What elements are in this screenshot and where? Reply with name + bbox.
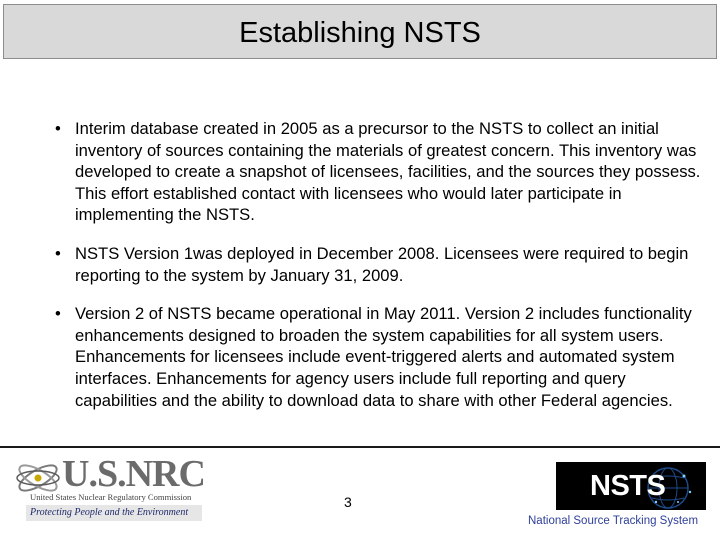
nsts-wordmark: NSTS	[590, 470, 666, 502]
footer-divider	[0, 446, 720, 448]
bullet-text: Interim database created in 2005 as a precursor to the NSTS to collect an initial inventory of sources containing the materials of greatest concern. This inventory was developed to create a snapshot of licensees, facilities, and the sources they possess. This effort established contact with licensees who would later participate in implementing the NSTS.	[75, 119, 701, 225]
bullet-item	[55, 118, 705, 226]
title-bar	[3, 4, 717, 59]
nrc-wordmark: U.S.NRC	[62, 453, 205, 495]
bullet-text: Version 2 of NSTS became operational in May 2011. Version 2 includes functionality enhancements designed to broaden the system capabilities for all system users. Enhancements for licensees include event-triggered alerts and automated system interfaces. Enhancements for agency users include full reporting and query capabilities and the ability to download data to share with other Federal agencies.	[75, 304, 692, 410]
bullet-marker: •	[55, 304, 61, 324]
bullet-item	[55, 243, 705, 286]
bullet-list	[55, 118, 705, 411]
nrc-logo	[14, 452, 204, 528]
page-number: 3	[344, 494, 352, 510]
nsts-logo	[556, 462, 706, 510]
bullet-marker: •	[55, 119, 61, 138]
nsts-caption: National Source Tracking System	[528, 515, 699, 527]
nrc-tagline: Protecting People and the Environment	[26, 505, 202, 521]
slide-title: Establishing NSTS	[239, 17, 481, 49]
bullet-item	[55, 303, 705, 411]
bullet-marker: •	[55, 243, 61, 263]
bullet-text: NSTS Version 1was deployed in December 2008. Licensees were required to begin reporting to the system by January 31, 2009.	[75, 243, 689, 285]
nrc-subtitle: United States Nuclear Regulatory Commission	[30, 492, 192, 502]
